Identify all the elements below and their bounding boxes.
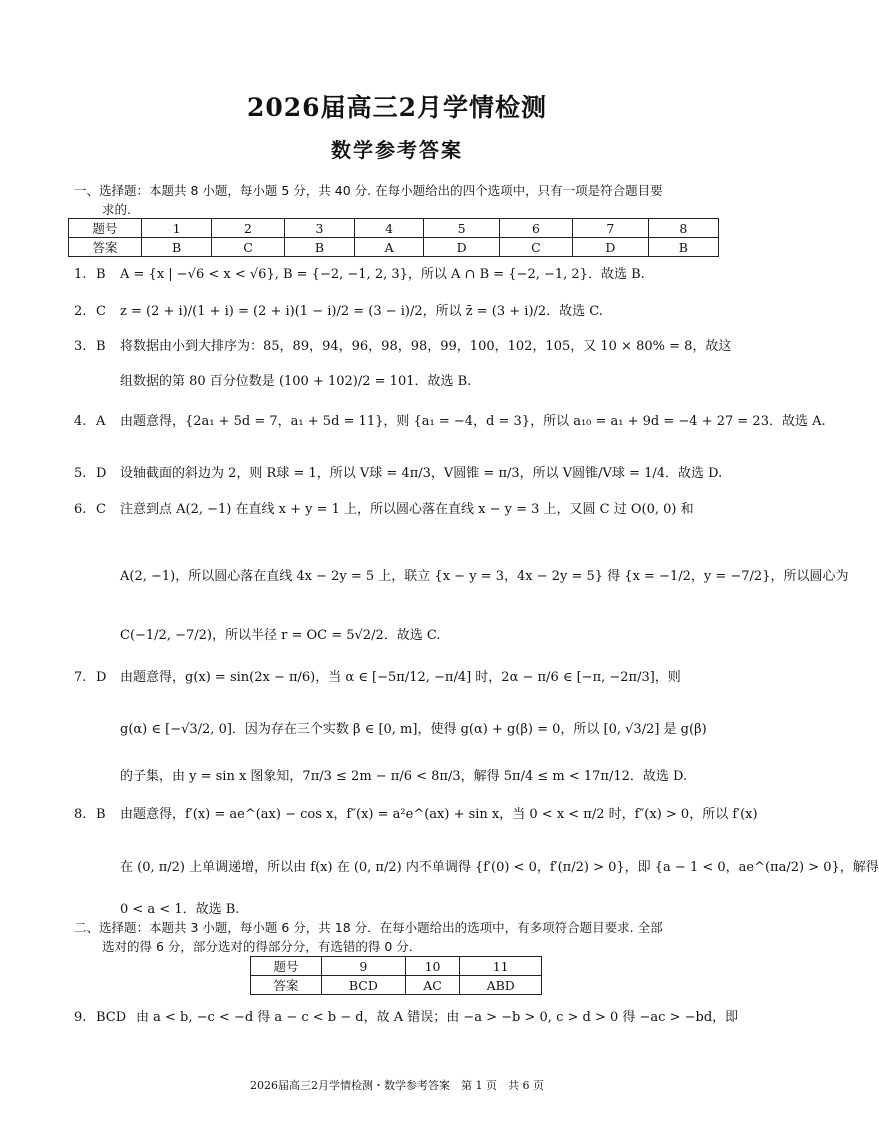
section2-heading-line1: 二、选择题：本题共 3 小题，每小题 6 分，共 18 分．在每小题给出的选项中，有多项符合题目要求. 全部 bbox=[74, 920, 663, 935]
table-cell: 8 bbox=[648, 219, 718, 238]
question-explanation: A = {x | −√6 < x < √6}, B = {−2, −1, 2, 3}，所以 A ∩ B = {−2, −1, 2}．故选 B. bbox=[120, 267, 645, 282]
question-number: 8. bbox=[74, 807, 87, 822]
table-cell: 7 bbox=[572, 219, 648, 238]
answer-table-1-answer-row bbox=[69, 238, 719, 257]
table-cell: C bbox=[500, 238, 573, 257]
question-explanation: 由题意得，{2a₁ + 5d = 7，a₁ + 5d = 11}，则 {a₁ = −4，d = 3}，所以 a₁₀ = a₁ + 9d = −4 + 27 = 23．故选 A. bbox=[120, 414, 826, 429]
question-answer: C bbox=[96, 502, 106, 517]
question-7-line-3: 的子集，由 y = sin x 图象知，7π/3 ≤ 2m − π/6 < 8π/3，解得 5π/4 ≤ m < 17π/12．故选 D. bbox=[120, 769, 688, 784]
page-title: 2026届高三2月学情检测 bbox=[247, 93, 547, 122]
table-cell: B bbox=[648, 238, 718, 257]
table-cell: 9 bbox=[322, 957, 406, 976]
table-header-cell: 题号 bbox=[251, 957, 322, 976]
table-cell: 2 bbox=[212, 219, 285, 238]
section2-heading-line2: 选对的得 6 分，部分选对的得部分分，有选错的得 0 分. bbox=[102, 939, 413, 954]
table-cell: C bbox=[212, 238, 285, 257]
table-cell: AC bbox=[405, 976, 460, 995]
question-answer: A bbox=[96, 414, 106, 429]
question-answer: D bbox=[96, 670, 107, 685]
table-cell: BCD bbox=[322, 976, 406, 995]
question-explanation: 由 a < b, −c < −d 得 a − c < b − d，故 A 错误；由 −a > −b > 0, c > d > 0 得 −ac > −bd，即 bbox=[136, 1010, 739, 1025]
question-number: 4. bbox=[74, 414, 87, 429]
question-answer: BCD bbox=[96, 1010, 127, 1025]
question-explanation: 由题意得，f′(x) = ae^(ax) − cos x，f″(x) = a²e^(ax) + sin x，当 0 < x < π/2 时，f″(x) > 0，所以 f′(x) bbox=[120, 807, 758, 822]
page-footer: 2026届高三2月学情检测・数学参考答案 第 1 页 共 6 页 bbox=[250, 1079, 544, 1092]
question-answer: B bbox=[96, 339, 106, 354]
table-header-cell: 答案 bbox=[251, 976, 322, 995]
question-explanation: z = (2 + i)/(1 + i) = (2 + i)(1 − i)/2 = (3 − i)/2，所以 z̄ = (3 + i)/2．故选 C. bbox=[120, 304, 603, 319]
table-header-cell: 题号 bbox=[69, 219, 142, 238]
table-cell: B bbox=[284, 238, 354, 257]
question-explanation: 将数据由小到大排序为：85，89，94，96，98，98，99，100，102，105，又 10 × 80% = 8，故这 bbox=[120, 339, 732, 354]
question-answer: B bbox=[96, 267, 106, 282]
section2-heading bbox=[74, 918, 734, 956]
table-cell: 3 bbox=[284, 219, 354, 238]
question-number: 3. bbox=[74, 339, 87, 354]
question-answer: D bbox=[96, 466, 107, 481]
question-3-line-2: 组数据的第 80 百分位数是 (100 + 102)/2 = 101．故选 B. bbox=[120, 374, 472, 389]
section1-heading-line1: 一、选择题：本题共 8 小题，每小题 5 分，共 40 分. 在每小题给出的四个选项中，只有一项是符合题目要 bbox=[74, 183, 663, 198]
table-cell: A bbox=[355, 238, 424, 257]
question-number: 6. bbox=[74, 502, 87, 517]
question-answer: B bbox=[96, 807, 106, 822]
question-7-line-2: g(α) ∈ [−√3/2, 0]．因为存在三个实数 β ∈ [0, m]，使得 g(α) + g(β) = 0，所以 [0, √3/2] 是 g(β) bbox=[120, 722, 707, 737]
table-cell: D bbox=[424, 238, 500, 257]
table-cell: 10 bbox=[405, 957, 460, 976]
question-number: 7. bbox=[74, 670, 87, 685]
page-subtitle: 数学参考答案 bbox=[331, 138, 463, 162]
section1-heading bbox=[74, 181, 734, 219]
table-cell: 5 bbox=[424, 219, 500, 238]
question-explanation: 由题意得，g(x) = sin(2x − π/6)，当 α ∈ [−5π/12, −π/4] 时，2α − π/6 ∈ [−π, −2π/3]，则 bbox=[120, 670, 681, 685]
table-cell: ABD bbox=[460, 976, 542, 995]
table-cell: 1 bbox=[142, 219, 212, 238]
answer-table-1 bbox=[68, 218, 719, 257]
table-header-cell: 答案 bbox=[69, 238, 142, 257]
question-answer: C bbox=[96, 304, 106, 319]
answer-table-1-number-row bbox=[69, 219, 719, 238]
question-8-line-3: 0 < a < 1．故选 B. bbox=[120, 902, 240, 917]
question-6-line-3: C(−1/2, −7/2)，所以半径 r = OC = 5√2/2．故选 C. bbox=[120, 628, 441, 643]
question-number: 5. bbox=[74, 466, 87, 481]
table-cell: 11 bbox=[460, 957, 542, 976]
answer-table-2 bbox=[250, 956, 542, 995]
table-cell: B bbox=[142, 238, 212, 257]
question-explanation: 注意到点 A(2, −1) 在直线 x + y = 1 上，所以圆心落在直线 x − y = 3 上，又圆 C 过 O(0, 0) 和 bbox=[120, 502, 694, 517]
question-number: 9. bbox=[74, 1010, 87, 1025]
table-cell: 4 bbox=[355, 219, 424, 238]
table-cell: D bbox=[572, 238, 648, 257]
question-8-line-2: 在 (0, π/2) 上单调递增，所以由 f(x) 在 (0, π/2) 内不单调得 {f′(0) < 0，f′(π/2) > 0}，即 {a − 1 < 0，ae^(πa/2) > 0}，解得 bbox=[120, 860, 879, 875]
question-number: 2. bbox=[74, 304, 87, 319]
section1-heading-line2: 求的. bbox=[102, 202, 131, 217]
answer-table-2-number-row bbox=[251, 957, 542, 976]
table-cell: 6 bbox=[500, 219, 573, 238]
question-6-line-2: A(2, −1)，所以圆心落在直线 4x − 2y = 5 上，联立 {x − y = 3，4x − 2y = 5} 得 {x = −1/2，y = −7/2}，所以圆心为 bbox=[120, 569, 849, 584]
question-number: 1. bbox=[74, 267, 87, 282]
question-explanation: 设轴截面的斜边为 2，则 R球 = 1，所以 V球 = 4π/3，V圆锥 = π/3，所以 V圆锥/V球 = 1/4．故选 D. bbox=[120, 466, 723, 481]
answer-table-2-answer-row bbox=[251, 976, 542, 995]
